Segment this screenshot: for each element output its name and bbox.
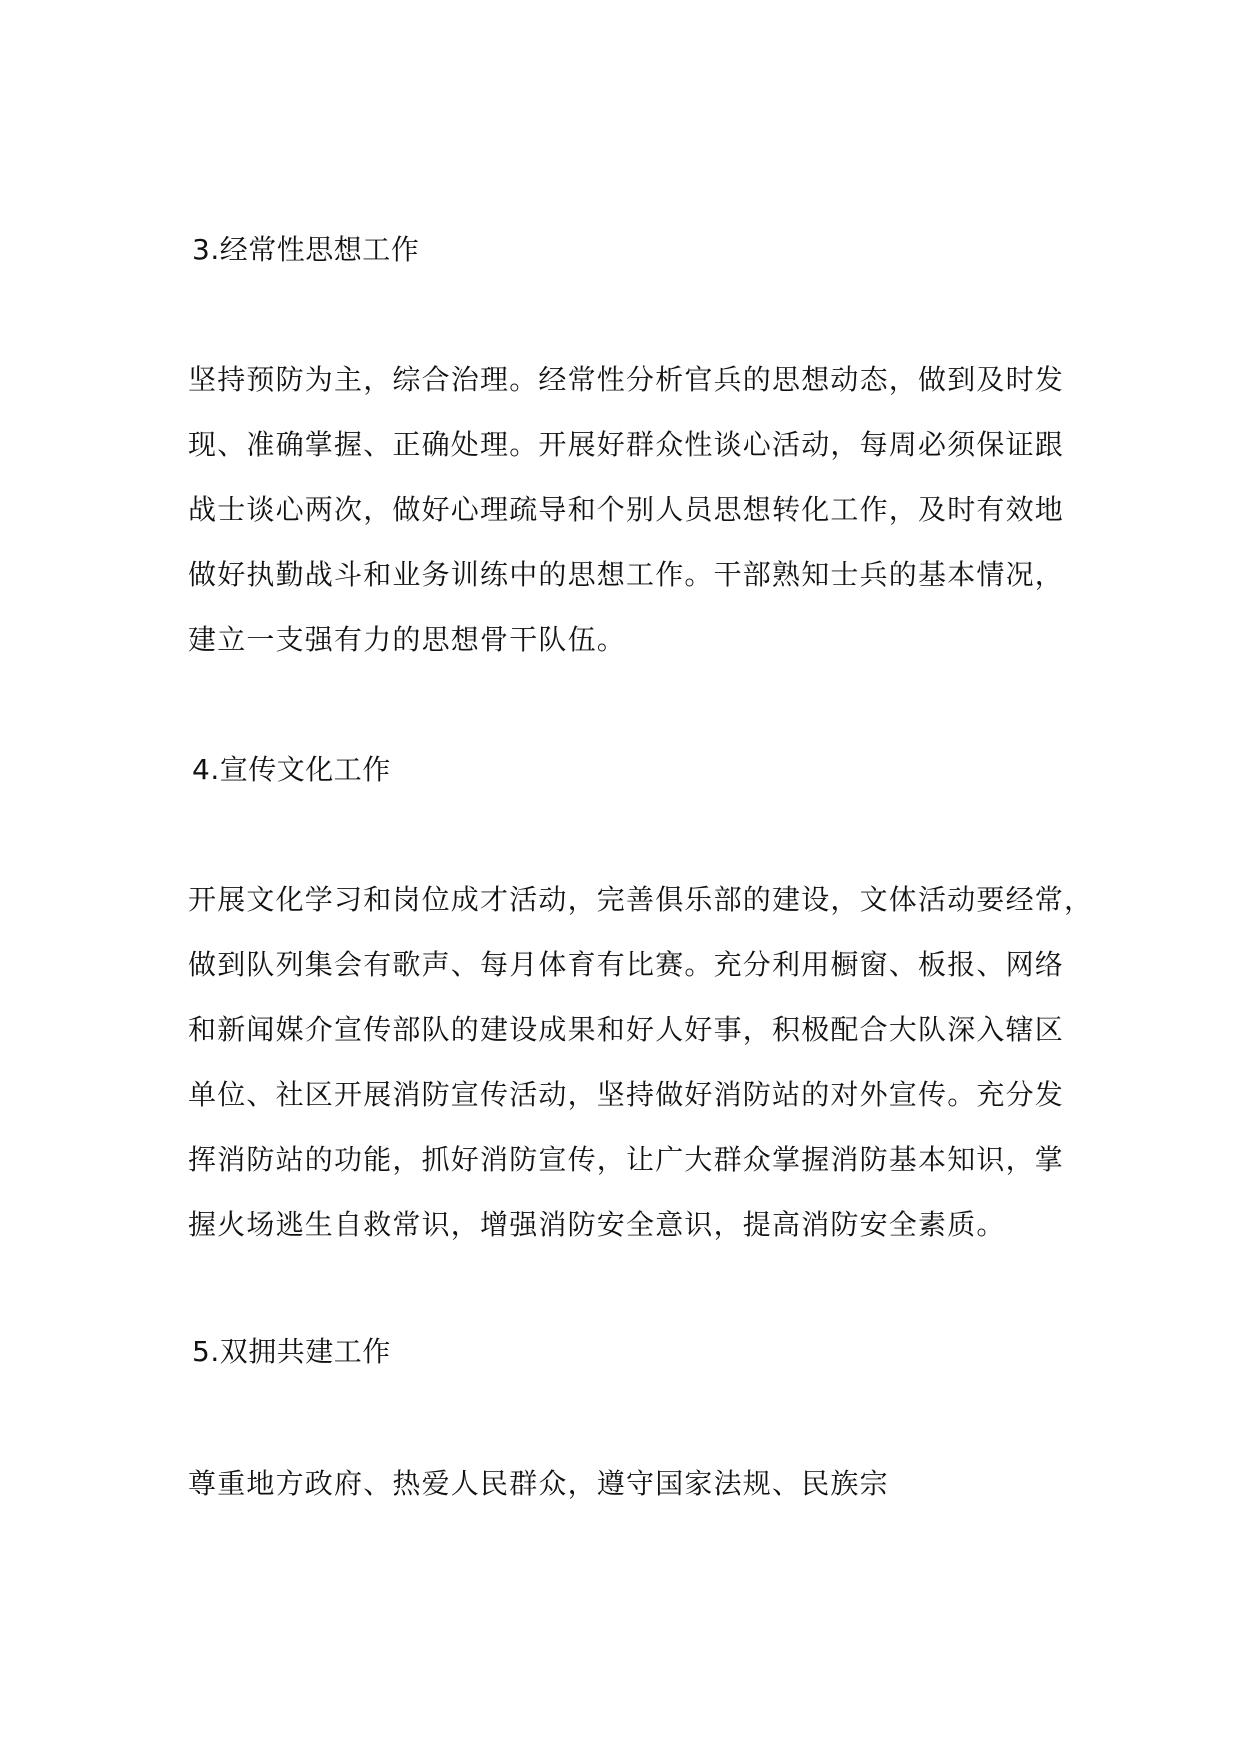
paragraph-line: 和新闻媒介宣传部队的建设成果和好人好事，积极配合大队深入辖区 <box>188 1013 1065 1046</box>
paragraph-line: 挥消防站的功能，抓好消防宣传，让广大群众掌握消防基本知识，掌 <box>188 1143 1065 1176</box>
paragraph-line: 开展文化学习和岗位成才活动，完善俱乐部的建设，文体活动要经常， <box>188 883 1094 916</box>
paragraph-line: 战士谈心两次，做好心理疏导和个别人员思想转化工作，及时有效地 <box>188 493 1065 526</box>
section-heading: 3.经常性思想工作 <box>192 233 420 266</box>
paragraph-line: 坚持预防为主，综合治理。经常性分析官兵的思想动态，做到及时发 <box>188 363 1065 396</box>
paragraph-line: 握火场逃生自救常识，增强消防安全意识，提高消防安全素质。 <box>188 1208 1006 1241</box>
paragraph-line: 做到队列集会有歌声、每月体育有比赛。充分利用橱窗、板报、网络 <box>188 948 1065 981</box>
section-paragraph <box>188 1451 1088 1516</box>
paragraph-line: 做好执勤战斗和业务训练中的思想工作。干部熟知士兵的基本情况， <box>188 558 1065 591</box>
paragraph-line: 尊重地方政府、热爱人民群众，遵守国家法规、民族宗 <box>188 1467 889 1500</box>
paragraph-line: 现、准确掌握、正确处理。开展好群众性谈心活动，每周必须保证跟 <box>188 428 1065 461</box>
section-heading: 4.宣传文化工作 <box>192 753 391 786</box>
section-heading: 5.双拥共建工作 <box>192 1335 391 1368</box>
paragraph-line: 单位、社区开展消防宣传活动，坚持做好消防站的对外宣传。充分发 <box>188 1078 1065 1111</box>
paragraph-line: 建立一支强有力的思想骨干队伍。 <box>188 623 627 656</box>
section-paragraph <box>188 867 1094 1257</box>
section-paragraph <box>188 347 1088 672</box>
